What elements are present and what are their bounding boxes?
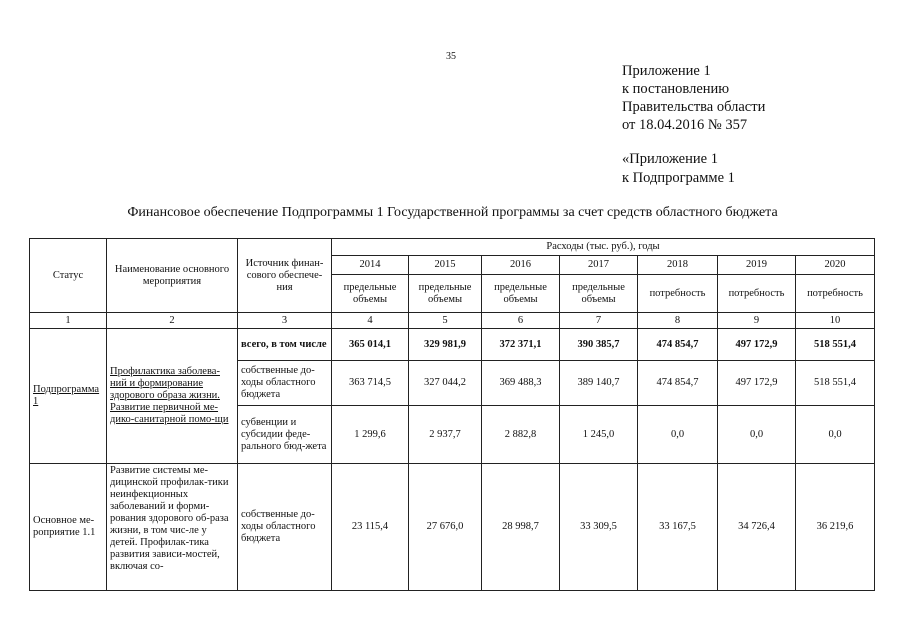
value-cell: 36 219,6 (796, 464, 875, 591)
main-event-status: Основное ме-роприятие 1.1 (30, 464, 107, 591)
value-cell: 33 309,5 (560, 464, 638, 591)
column-number: 6 (482, 313, 560, 329)
header-subhead: предельные объемы (482, 275, 560, 313)
header-subhead: предельные объемы (560, 275, 638, 313)
subprogram-status: Подпрограмма 1 (30, 329, 107, 464)
value-cell: 518 551,4 (796, 361, 875, 406)
appendix-subprogram-block (622, 150, 735, 188)
header-year: 2014 (332, 256, 409, 275)
header-year: 2018 (638, 256, 718, 275)
header-source: Источник финан-сового обеспече-ния (238, 239, 332, 313)
table-row (30, 464, 875, 591)
appendix-sub-line: «Приложение 1 (622, 151, 718, 167)
value-cell: 497 172,9 (718, 361, 796, 406)
header-subhead: предельные объемы (409, 275, 482, 313)
header-year: 2016 (482, 256, 560, 275)
value-cell: 363 714,5 (332, 361, 409, 406)
column-number: 2 (107, 313, 238, 329)
source-cell: собственные до-ходы областного бюджета (238, 464, 332, 591)
value-cell: 0,0 (796, 406, 875, 464)
value-cell: 2 937,7 (409, 406, 482, 464)
value-cell: 1 245,0 (560, 406, 638, 464)
source-cell: субвенции и субсидии феде-рального бюд-жета (238, 406, 332, 464)
value-cell: 34 726,4 (718, 464, 796, 591)
value-cell: 28 998,7 (482, 464, 560, 591)
appendix-line: от 18.04.2016 № 357 (622, 117, 748, 133)
value-cell: 0,0 (718, 406, 796, 464)
appendix-sub-line: к Подпрограмме 1 (622, 170, 735, 186)
value-cell: 327 044,2 (409, 361, 482, 406)
value-cell: 390 385,7 (560, 329, 638, 361)
source-cell: собственные до-ходы областного бюджета (238, 361, 332, 406)
appendix-line: Приложение 1 (622, 63, 711, 79)
header-row (30, 239, 875, 256)
value-cell: 474 854,7 (638, 361, 718, 406)
appendix-line: к постановлению (622, 81, 730, 97)
value-cell: 33 167,5 (638, 464, 718, 591)
column-number: 4 (332, 313, 409, 329)
header-name: Наименование основного мероприятия (107, 239, 238, 313)
column-number: 7 (560, 313, 638, 329)
page-number: 35 (446, 51, 456, 62)
value-cell: 474 854,7 (638, 329, 718, 361)
header-year: 2017 (560, 256, 638, 275)
column-number: 5 (409, 313, 482, 329)
appendix-line: Правительства области (622, 99, 766, 115)
column-number: 3 (238, 313, 332, 329)
column-number: 10 (796, 313, 875, 329)
value-cell: 1 299,6 (332, 406, 409, 464)
header-subhead: потребность (796, 275, 875, 313)
appendix-block (622, 62, 765, 134)
value-cell: 2 882,8 (482, 406, 560, 464)
header-subhead: потребность (718, 275, 796, 313)
value-cell: 518 551,4 (796, 329, 875, 361)
value-cell: 497 172,9 (718, 329, 796, 361)
value-cell: 372 371,1 (482, 329, 560, 361)
subprogram-name: Профилактика заболева-ний и формирование здорового образа жизни. Развитие первичной ме-дико-санитарной помо-щи (107, 329, 238, 464)
header-subhead: потребность (638, 275, 718, 313)
column-number: 9 (718, 313, 796, 329)
value-cell: 0,0 (638, 406, 718, 464)
value-cell: 23 115,4 (332, 464, 409, 591)
header-year: 2020 (796, 256, 875, 275)
header-subhead: предельные объемы (332, 275, 409, 313)
header-year: 2015 (409, 256, 482, 275)
value-cell: 369 488,3 (482, 361, 560, 406)
column-numbers-row (30, 313, 875, 329)
value-cell: 365 014,1 (332, 329, 409, 361)
header-year: 2019 (718, 256, 796, 275)
column-number: 8 (638, 313, 718, 329)
main-event-name: Развитие системы ме-дицинской профилак-тики неинфекционных заболеваний и форми-рования здорового об-раза жизни, в том чис-ле у детей. Профилак-тика развития зависи-мостей, включая со- (107, 464, 238, 591)
header-expenses: Расходы (тыс. руб.), годы (332, 239, 875, 256)
value-cell: 329 981,9 (409, 329, 482, 361)
value-cell: 27 676,0 (409, 464, 482, 591)
financing-table (29, 238, 875, 591)
source-cell: всего, в том числе (238, 329, 332, 361)
document-title: Финансовое обеспечение Подпрограммы 1 Государственной программы за счет средств областного бюджета (127, 205, 778, 220)
header-status: Статус (30, 239, 107, 313)
value-cell: 389 140,7 (560, 361, 638, 406)
table-row (30, 329, 875, 361)
column-number: 1 (30, 313, 107, 329)
